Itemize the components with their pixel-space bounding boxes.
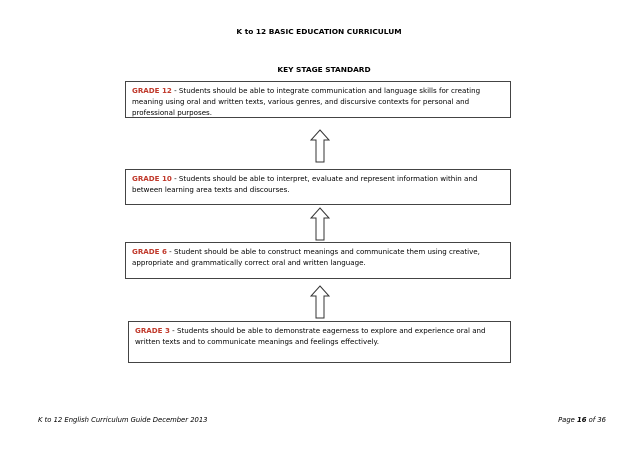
up-arrow-icon <box>310 285 330 319</box>
up-arrow-icon <box>310 207 330 241</box>
grade-label: GRADE 10 <box>132 174 172 183</box>
standard-box-grade-10 <box>125 169 511 205</box>
footer-page-number <box>558 416 606 424</box>
standard-box-grade-12 <box>125 81 511 118</box>
document-title: K to 12 BASIC EDUCATION CURRICULUM <box>236 27 402 36</box>
standard-box-grade-3 <box>128 321 511 363</box>
up-arrow-icon <box>310 129 330 163</box>
standard-box-grade-6 <box>125 242 511 279</box>
page-suffix: of 36 <box>586 416 606 424</box>
standard-text: - Students should be able to integrate communication and language skills for creating meaning using oral and written texts, various genres, and discursive contexts for personal and professional purposes. <box>132 86 481 117</box>
page-prefix: Page <box>558 416 577 424</box>
page-number: 16 <box>577 416 587 424</box>
grade-label: GRADE 3 <box>135 326 170 335</box>
standard-text: - Students should be able to demonstrate eagerness to explore and experience oral and written texts and to communicate meanings and feelings effectively. <box>135 326 486 346</box>
section-title: KEY STAGE STANDARD <box>277 65 371 74</box>
grade-label: GRADE 12 <box>132 86 172 95</box>
standard-text: - Student should be able to construct meanings and communicate them using creative, appropriate and grammatically correct oral and written language. <box>132 247 480 267</box>
footer-guide-name: K to 12 English Curriculum Guide December 2013 <box>38 416 208 424</box>
standard-text: - Students should be able to interpret, evaluate and represent information within and between learning area texts and discourses. <box>132 174 478 194</box>
grade-label: GRADE 6 <box>132 247 167 256</box>
